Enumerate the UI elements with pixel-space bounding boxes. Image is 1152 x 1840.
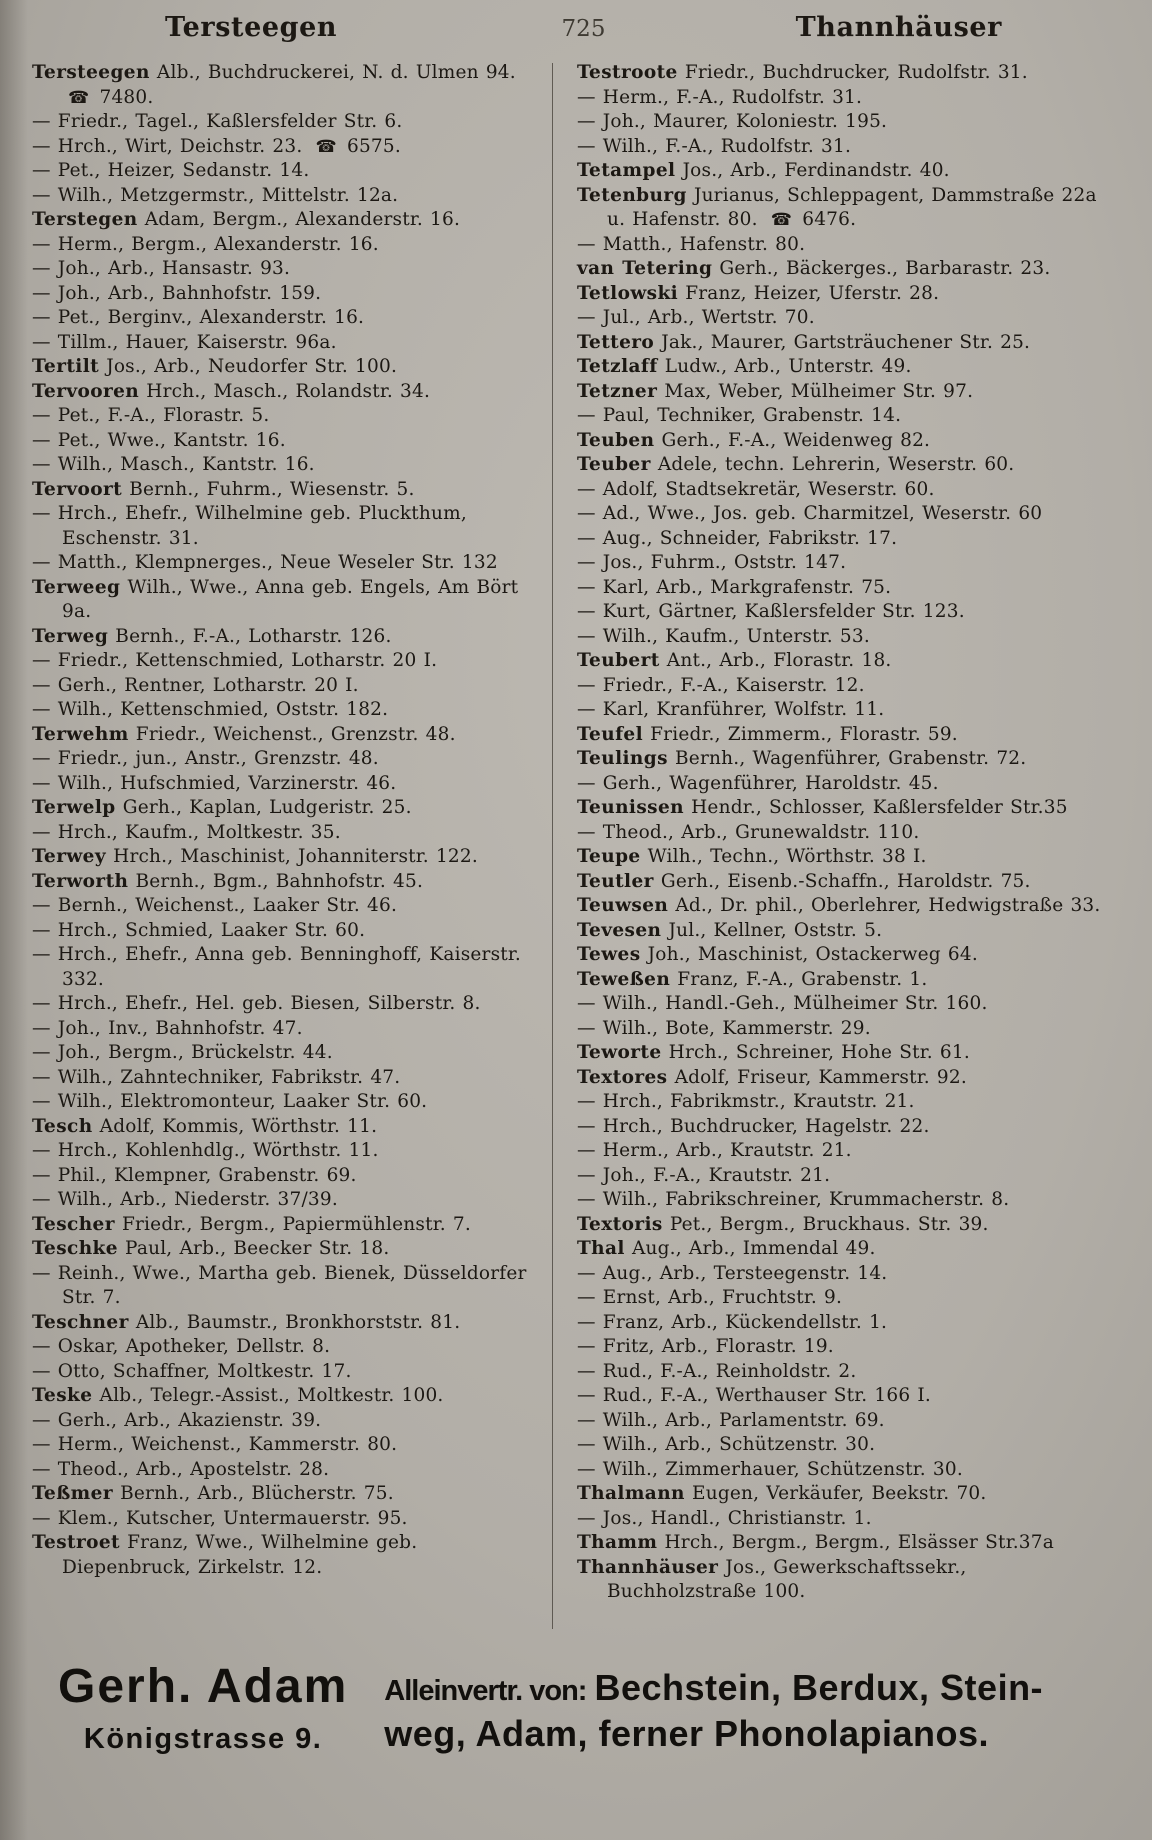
directory-entry: — Wilh., Arb., Schützenstr. 30. — [577, 1434, 876, 1455]
directory-entry: Teufel Friedr., Zimmerm., Florastr. 59. — [577, 723, 958, 745]
directory-entry: Teschner Alb., Baumstr., Bronkhorststr. 81. — [32, 1311, 461, 1333]
directory-entry: — Gerh., Arb., Akazienstr. 39. — [32, 1409, 322, 1431]
directory-entry: — Joh., F.-A., Krautstr. 21. — [577, 1164, 831, 1186]
directory-entry: — Jos., Handl., Christianstr. 1. — [577, 1507, 872, 1529]
directory-entry: Teulings Bernh., Wagenführer, Grabenstr. 72. — [577, 748, 1027, 769]
entry-surname: Textores — [577, 1066, 668, 1088]
ad-line-2: weg, Adam, ferner Phonolapianos. — [384, 1713, 990, 1755]
entry-surname: Teupe — [577, 846, 641, 867]
directory-entry: — Friedr., Tagel., Kaßlersfelder Str. 6. — [32, 111, 403, 132]
entry-surname: Terweeg — [32, 576, 121, 598]
directory-entry: — Hrch., Ehefr., Anna geb. Benninghoff, Kaiserstr. 332. — [32, 944, 522, 990]
directory-entry: Tewes Joh., Maschinist, Ostackerweg 64. — [577, 944, 978, 965]
directory-entry: Terwelp Gerh., Kaplan, Ludgeristr. 25. — [32, 797, 412, 818]
directory-entry: Teschke Paul, Arb., Beecker Str. 18. — [32, 1238, 390, 1259]
directory-entry: Tevesen Jul., Kellner, Oststr. 5. — [577, 919, 883, 941]
entry-surname: Tetzlaff — [577, 356, 658, 377]
directory-entry: — Bernh., Weichenst., Laaker Str. 46. — [32, 895, 398, 916]
directory-entry: Teupe Wilh., Techn., Wörthstr. 38 I. — [577, 846, 927, 867]
entry-surname: Tevesen — [577, 919, 662, 941]
entry-surname: Terwehm — [32, 723, 129, 745]
ad-line-1 — [384, 1665, 1130, 1711]
directory-entry: — Theod., Arb., Apostelstr. 28. — [32, 1458, 330, 1480]
ad-company-name: Gerh. Adam — [58, 1660, 349, 1713]
directory-entry: — Herm., Weichenst., Kammerstr. 80. — [32, 1434, 398, 1455]
directory-entry: — Matth., Klempnerges., Neue Weseler Str. 132 — [32, 552, 498, 573]
entry-surname: Teschke — [32, 1238, 118, 1259]
directory-entry: — Gerh., Wagenführer, Haroldstr. 45. — [577, 772, 939, 794]
directory-entry: — Otto, Schaffner, Moltkestr. 17. — [32, 1360, 352, 1382]
directory-entry: — Wilh., F.-A., Rudolfstr. 31. — [577, 135, 852, 157]
directory-entry: — Jos., Fuhrm., Oststr. 147. — [577, 552, 847, 573]
ad-brands-1: Bechstein, Berdux, Stein- — [594, 1667, 1044, 1708]
directory-entry: — Wilh., Metzgermstr., Mittelstr. 12a. — [32, 184, 399, 206]
entry-surname: Tetlowski — [577, 282, 679, 304]
directory-entry: — Hrch., Kaufm., Moltkestr. 35. — [32, 821, 341, 843]
directory-entry: — Wilh., Arb., Niederstr. 37/39. — [32, 1189, 338, 1210]
entry-surname: van Tetering — [577, 258, 713, 279]
directory-entry: Tettero Jak., Maurer, Gartsträuchener Str. 25. — [577, 331, 1031, 353]
directory-entry: — Gerh., Rentner, Lotharstr. 20 I. — [32, 674, 359, 696]
entry-surname: Teubert — [577, 650, 660, 671]
entry-surname: Thalmann — [577, 1483, 685, 1504]
entry-surname: Teulings — [577, 748, 668, 769]
directory-entry: — Wilh., Zimmerhauer, Schützenstr. 30. — [577, 1458, 963, 1480]
directory-entry: — Paul, Techniker, Grabenstr. 14. — [577, 405, 902, 426]
entry-surname: Terwelp — [32, 797, 116, 818]
entry-surname: Tesch — [32, 1115, 93, 1137]
directory-entry: Tetzner Max, Weber, Mülheimer Str. 97. — [577, 380, 974, 402]
directory-entry: Thal Aug., Arb., Immendal 49. — [577, 1238, 876, 1259]
entry-surname: Tewes — [577, 944, 641, 965]
directory-entry: — Rud., F.-A., Werthauser Str. 166 I. — [577, 1385, 932, 1406]
page-header — [0, 0, 1152, 43]
directory-entry: — Franz, Arb., Kückendellstr. 1. — [577, 1311, 888, 1333]
directory-entry: Terwey Hrch., Maschinist, Johanniterstr. 122. — [32, 846, 478, 867]
ad-text-block — [384, 1663, 1130, 1757]
directory-entry: van Tetering Gerh., Bäckerges., Barbarastr. 23. — [577, 258, 1051, 279]
entry-surname: Teutler — [577, 870, 654, 892]
directory-entry: Teske Alb., Telegr.-Assist., Moltkestr. 100. — [32, 1385, 444, 1406]
directory-entry: — Tillm., Hauer, Kaiserstr. 96a. — [32, 331, 337, 353]
directory-entry: Textores Adolf, Friseur, Kammerstr. 92. — [577, 1066, 967, 1088]
directory-entry: — Friedr., F.-A., Kaiserstr. 12. — [577, 674, 865, 696]
entry-surname: Teworte — [577, 1042, 662, 1063]
directory-entry: Teweßen Franz, F.-A., Grabenstr. 1. — [577, 968, 928, 990]
directory-column-right — [563, 61, 1117, 1635]
directory-entry: Teuben Gerh., F.-A., Weidenweg 82. — [577, 429, 931, 451]
entry-surname: Tescher — [32, 1213, 115, 1235]
directory-entry: — Wilh., Masch., Kantstr. 16. — [32, 454, 315, 475]
directory-entry: — Wilh., Elektromonteur, Laaker Str. 60. — [32, 1091, 428, 1112]
directory-entry: Thannhäuser Jos., Gewerkschaftssekr., Buchholzstraße 100. — [577, 1556, 967, 1602]
directory-entry: — Jul., Arb., Wertstr. 70. — [577, 307, 815, 328]
directory-entry: — Pet., Heizer, Sedanstr. 14. — [32, 160, 310, 181]
directory-entry: — Wilh., Kettenschmied, Oststr. 182. — [32, 699, 389, 720]
entry-surname: Terworth — [32, 870, 129, 892]
entry-surname: Terweg — [32, 625, 109, 647]
directory-entry: Terweg Bernh., F.-A., Lotharstr. 126. — [32, 625, 392, 647]
directory-entry: — Theod., Arb., Grunewaldstr. 110. — [577, 821, 920, 843]
directory-entry: — Wilh., Bote, Kammerstr. 29. — [577, 1017, 871, 1039]
directory-entry: — Aug., Arb., Tersteegenstr. 14. — [577, 1262, 888, 1284]
directory-entry: Teunissen Hendr., Schlosser, Kaßlersfelder Str.35 — [577, 797, 1068, 818]
phone-icon: ☎ — [315, 136, 337, 157]
directory-entry: — Wilh., Hufschmied, Varzinerstr. 46. — [32, 772, 397, 794]
entry-surname: Thal — [577, 1238, 625, 1259]
ad-company-address: Königstrasse 9. — [83, 1723, 323, 1755]
entry-surname: Teuwsen — [577, 895, 669, 916]
entry-surname: Teuber — [577, 454, 651, 475]
advertisement — [0, 1635, 1152, 1757]
directory-entry: Tesch Adolf, Kommis, Wörthstr. 11. — [32, 1115, 378, 1137]
directory-entry: Thamm Hrch., Bergm., Bergm., Elsässer Str.37a — [577, 1532, 1054, 1553]
entry-surname: Teufel — [577, 723, 644, 745]
entry-surname: Tetampel — [577, 160, 676, 181]
directory-column-left — [32, 61, 540, 1635]
directory-entry: — Pet., F.-A., Florastr. 5. — [32, 405, 270, 426]
directory-entry: Teutler Gerh., Eisenb.-Schaffn., Haroldstr. 75. — [577, 870, 1031, 892]
directory-entry: — Wilh., Kaufm., Unterstr. 53. — [577, 625, 870, 647]
directory-entry: — Wilh., Zahntechniker, Fabrikstr. 47. — [32, 1066, 401, 1088]
directory-entry: Tetenburg Jurianus, Schleppagent, Dammstraße 22a u. Hafenstr. 80. ☎ 6476. — [577, 184, 1097, 230]
directory-entry: — Klem., Kutscher, Untermauerstr. 95. — [32, 1507, 408, 1529]
directory-entry: — Friedr., jun., Anstr., Grenzstr. 48. — [32, 748, 379, 769]
phone-icon: ☎ — [68, 87, 90, 108]
directory-entry: Textoris Pet., Bergm., Bruckhaus. Str. 39. — [577, 1213, 989, 1235]
directory-entry: Thalmann Eugen, Verkäufer, Beekstr. 70. — [577, 1483, 987, 1504]
entry-surname: Textoris — [577, 1213, 663, 1235]
directory-entry: Testroet Franz, Wwe., Wilhelmine geb. Diepenbruck, Zirkelstr. 12. — [32, 1532, 418, 1578]
directory-entry: Tervooren Hrch., Masch., Rolandstr. 34. — [32, 380, 431, 402]
directory-entry: Terwehm Friedr., Weichenst., Grenzstr. 48. — [32, 723, 456, 745]
directory-entry: — Wilh., Arb., Parlamentstr. 69. — [577, 1409, 885, 1431]
directory-entry: — Wilh., Handl.-Geh., Mülheimer Str. 160. — [577, 993, 988, 1014]
directory-entry: Tertilt Jos., Arb., Neudorfer Str. 100. — [32, 356, 398, 377]
directory-entry: — Hrch., Ehefr., Hel. geb. Biesen, Silberstr. 8. — [32, 993, 481, 1014]
column-divider — [552, 63, 553, 1629]
entry-surname: Teske — [32, 1385, 93, 1406]
directory-entry: — Herm., Bergm., Alexanderstr. 16. — [32, 233, 379, 255]
header-keyword-right: Thannhäuser — [795, 12, 1002, 43]
entry-surname: Tersteegen — [32, 62, 150, 83]
directory-entry: — Karl, Kranführer, Wolfstr. 11. — [577, 699, 885, 720]
directory-entry: Teßmer Bernh., Arb., Blücherstr. 75. — [32, 1483, 394, 1504]
entry-surname: Tervoort — [32, 478, 123, 500]
directory-entry: — Hrch., Wirt, Deichstr. 23. ☎ 6575. — [32, 135, 401, 157]
directory-columns — [0, 43, 1152, 1635]
directory-entry: — Hrch., Kohlenhdlg., Wörthstr. 11. — [32, 1140, 379, 1161]
ad-lead: Alleinvertr. von: — [384, 1675, 587, 1707]
directory-entry: — Herm., Arb., Krautstr. 21. — [577, 1140, 852, 1161]
ad-company-block — [58, 1660, 349, 1756]
directory-entry: — Adolf, Stadtsekretär, Weserstr. 60. — [577, 478, 935, 500]
entry-surname: Tettero — [577, 331, 655, 353]
entry-surname: Tetenburg — [577, 184, 687, 206]
directory-entry: — Fritz, Arb., Florastr. 19. — [577, 1336, 834, 1357]
entry-surname: Tertilt — [32, 356, 100, 377]
directory-entry: Tersteegen Alb., Buchdruckerei, N. d. Ulmen 94. ☎ 7480. — [32, 62, 516, 108]
directory-entry: — Ernst, Arb., Fruchtstr. 9. — [577, 1287, 843, 1308]
directory-entry: — Joh., Arb., Bahnhofstr. 159. — [32, 282, 322, 304]
entry-surname: Thamm — [577, 1532, 658, 1553]
page-number: 725 — [561, 16, 606, 42]
directory-entry: — Hrch., Ehefr., Wilhelmine geb. Pluckthum, Eschenstr. 31. — [32, 503, 467, 549]
entry-surname: Teuben — [577, 429, 655, 451]
directory-entry: — Joh., Maurer, Koloniestr. 195. — [577, 111, 888, 132]
directory-entry: — Joh., Arb., Hansastr. 93. — [32, 258, 291, 279]
directory-entry: — Pet., Wwe., Kantstr. 16. — [32, 429, 286, 451]
directory-entry: — Reinh., Wwe., Martha geb. Bienek, Düsseldorfer Str. 7. — [32, 1262, 527, 1308]
entry-surname: Tervooren — [32, 380, 140, 402]
entry-surname: Teßmer — [32, 1483, 113, 1504]
entry-surname: Testroet — [32, 1532, 120, 1553]
directory-entry: Tervoort Bernh., Fuhrm., Wiesenstr. 5. — [32, 478, 415, 500]
directory-entry: Terweeg Wilh., Wwe., Anna geb. Engels, Am Bört 9a. — [32, 576, 519, 622]
directory-entry: — Karl, Arb., Markgrafenstr. 75. — [577, 576, 892, 598]
directory-entry: Terworth Bernh., Bgm., Bahnhofstr. 45. — [32, 870, 424, 892]
directory-entry: Teuwsen Ad., Dr. phil., Oberlehrer, Hedwigstraße 33. — [577, 895, 1101, 916]
directory-entry: — Aug., Schneider, Fabrikstr. 17. — [577, 527, 898, 549]
entry-surname: Terstegen — [32, 209, 138, 230]
directory-entry: — Phil., Klempner, Grabenstr. 69. — [32, 1164, 357, 1186]
directory-entry: Tetlowski Franz, Heizer, Uferstr. 28. — [577, 282, 940, 304]
directory-entry: — Wilh., Fabrikschreiner, Krummacherstr. 8. — [577, 1189, 1010, 1210]
directory-entry: — Hrch., Schmied, Laaker Str. 60. — [32, 919, 366, 941]
directory-entry: Testroote Friedr., Buchdrucker, Rudolfstr. 31. — [577, 62, 1028, 83]
entry-surname: Tetzner — [577, 380, 658, 402]
directory-entry: Tetampel Jos., Arb., Ferdinandstr. 40. — [577, 160, 950, 181]
entry-surname: Teunissen — [577, 797, 684, 818]
directory-entry: — Hrch., Buchdrucker, Hagelstr. 22. — [577, 1115, 930, 1137]
entry-surname: Terwey — [32, 846, 107, 867]
directory-entry: — Rud., F.-A., Reinholdstr. 2. — [577, 1360, 857, 1382]
directory-entry: Terstegen Adam, Bergm., Alexanderstr. 16. — [32, 209, 461, 230]
directory-entry: — Herm., F.-A., Rudolfstr. 31. — [577, 86, 863, 108]
directory-entry: — Hrch., Fabrikmstr., Krautstr. 21. — [577, 1091, 915, 1112]
directory-entry: Tetzlaff Ludw., Arb., Unterstr. 49. — [577, 356, 912, 377]
directory-entry: — Joh., Bergm., Brückelstr. 44. — [32, 1042, 333, 1063]
entry-surname: Testroote — [577, 62, 678, 83]
directory-entry: — Pet., Berginv., Alexanderstr. 16. — [32, 307, 365, 328]
directory-entry: — Ad., Wwe., Jos. geb. Charmitzel, Weserstr. 60 — [577, 503, 1043, 524]
directory-entry: Teworte Hrch., Schreiner, Hohe Str. 61. — [577, 1042, 970, 1063]
entry-surname: Teschner — [32, 1311, 129, 1333]
phone-icon: ☎ — [770, 210, 793, 230]
directory-entry: — Matth., Hafenstr. 80. — [577, 233, 806, 255]
directory-entry: Tescher Friedr., Bergm., Papiermühlenstr. 7. — [32, 1213, 471, 1235]
entry-surname: Thannhäuser — [577, 1556, 719, 1578]
directory-entry: Teubert Ant., Arb., Florastr. 18. — [577, 650, 892, 671]
directory-entry: — Joh., Inv., Bahnhofstr. 47. — [32, 1017, 303, 1039]
entry-surname: Teweßen — [577, 968, 671, 990]
directory-entry: Teuber Adele, techn. Lehrerin, Weserstr. 60. — [577, 454, 1015, 475]
directory-entry: — Friedr., Kettenschmied, Lotharstr. 20 I. — [32, 650, 438, 671]
header-keyword-left: Tersteegen — [165, 12, 338, 43]
directory-entry: — Kurt, Gärtner, Kaßlersfelder Str. 123. — [577, 601, 965, 622]
directory-entry: — Oskar, Apotheker, Dellstr. 8. — [32, 1336, 331, 1357]
